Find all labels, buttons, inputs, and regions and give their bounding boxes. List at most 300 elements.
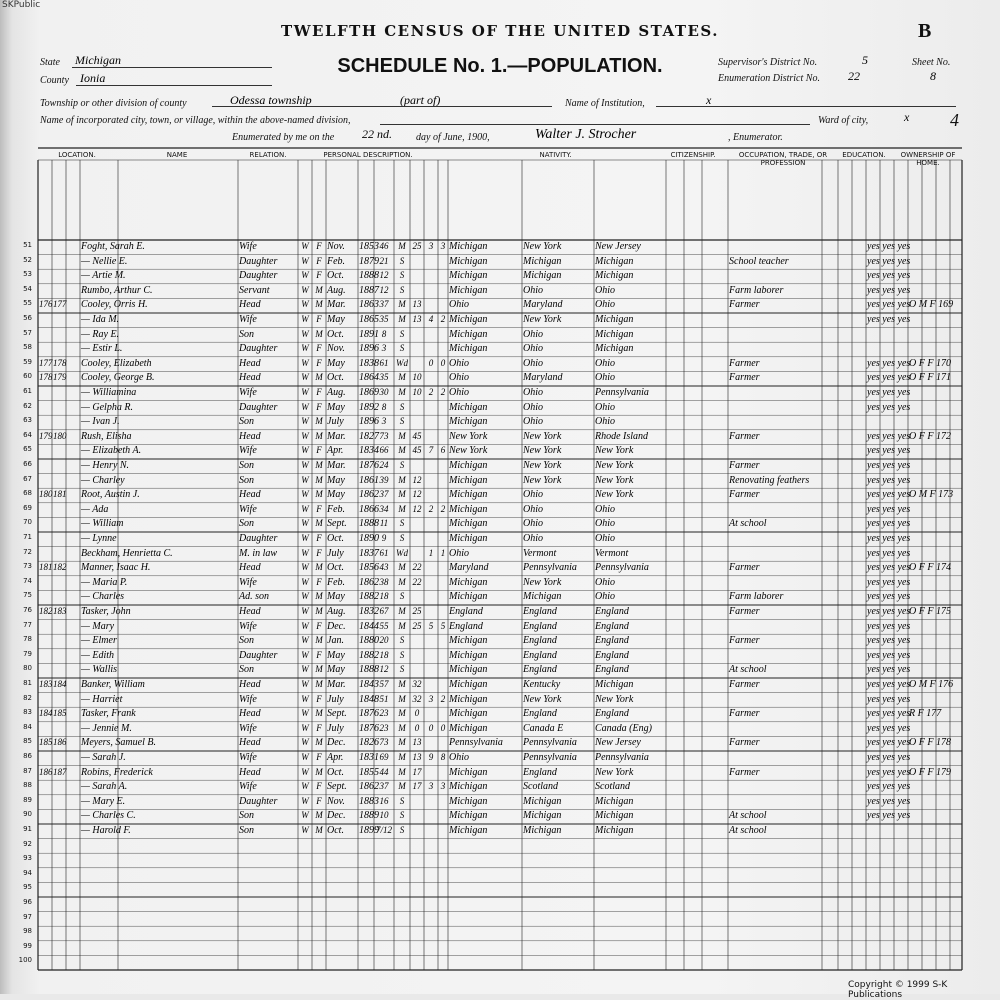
cell-age: 18 [379,649,389,660]
cell-ed: yes yes yes [867,649,911,661]
cell-ed: yes yes yes [867,737,911,749]
cell-age: 35 [379,314,389,324]
cell-mo: May [327,664,345,676]
cell-occ: Farmer [729,357,760,369]
cell-sex: M [315,474,323,485]
cell-col: W [301,649,309,660]
cell-col: W [301,635,309,646]
cell-fpob: Vermont [523,547,557,559]
cell-fpob: Ohio [523,357,543,369]
cell-pob: Michigan [449,664,488,676]
cell-mo: Nov. [327,795,345,807]
head-location: LOCATION. [58,151,96,159]
cell-fpob: Ohio [523,343,543,355]
cell-yr: 1883 [359,795,379,807]
cell-fpob: Pennsylvania [523,737,577,749]
cell-yrs: 13 [412,737,422,748]
cell-mo: Sept. [327,781,347,793]
cell-yr: 1826 [359,737,379,749]
cell-rel: Head [239,766,261,778]
cell-rel: Son [239,635,254,647]
cell-rel: Daughter [239,270,278,282]
cell-pob: Michigan [449,679,488,690]
cell-rel: Servant [239,284,270,296]
cell-age: 61 [379,547,389,558]
edge-number: 4 [950,110,959,130]
cell-fpob: Michigan [523,255,562,267]
cell-age: 73 [379,430,389,441]
cell-dw: 179 [39,430,53,441]
cell-fam: 180 [53,430,67,441]
cell-pob: Michigan [449,781,488,793]
cell-rel: M. in law [239,547,278,559]
cell-mpob: England [595,606,629,617]
cell-yr: 1848 [359,693,379,705]
cell-occ: At school [729,518,767,530]
cell-mar: S [399,635,405,646]
cell-yr: 1862 [359,489,379,501]
cell-fpob: Michigan [523,810,562,822]
cell-rel: Head [239,299,261,311]
cell-name: — Wallis [81,664,118,676]
cell-mo: July [327,693,344,705]
cell-rel: Wife [239,241,257,252]
cell-col: W [301,708,309,719]
cell-ed: yes yes yes [867,533,911,544]
row-number: 58 [23,343,32,352]
cell-occ: At school [729,825,767,836]
cell-col: W [301,387,309,397]
enumerator-name: Walter J. Strocher [535,127,637,142]
cell-rel: Son [239,810,254,822]
cell-ed: yes yes yes [867,547,911,559]
row-number: 86 [23,752,32,760]
cell-fpob: Ohio [523,503,543,515]
cell-age: 8 [381,401,387,412]
cell-pob: Pennsylvania [449,737,503,749]
cell-mo: Oct. [327,533,344,544]
cell-pob: England [449,606,483,617]
cell-yr: 1862 [359,576,379,588]
cell-rel: Daughter [239,401,278,413]
cell-mar: S [399,255,405,266]
cell-sex: F [316,576,322,587]
cell-pob: Michigan [449,576,488,588]
cell-col: W [301,752,309,762]
row-number: 60 [23,372,32,381]
enumerated-mid: day of June, 1900, [416,132,490,143]
cell-rel: Head [239,489,261,501]
cell-col: W [301,591,309,602]
cell-sex: M [315,664,323,675]
cell-pob: Ohio [449,299,469,311]
cell-mar: S [399,825,405,835]
cell-name: — Mary [81,620,115,632]
cell-ed: yes yes yes [867,357,911,369]
cell-name: — Ivan J. [81,416,120,428]
cell-rel: Son [239,825,254,836]
row-number: 93 [23,854,32,863]
cell-ed: yes yes yes [867,445,911,457]
cell-mar: M [398,387,406,397]
cell-yrs: 10 [412,372,422,383]
cell-yrs: 12 [412,503,422,514]
cell-name: — Mary E. [81,795,126,807]
row-number: 80 [23,664,32,673]
head-name: NAME [166,151,188,159]
cell-pob: Michigan [449,401,488,413]
cell-mo: May [327,474,345,486]
cell-sex: M [315,562,323,573]
row-number: 94 [23,868,32,877]
cell-ed: yes yes yes [867,664,911,676]
cell-name: — Estir L. [81,343,123,355]
cell-mpob: Ohio [595,533,615,544]
cell-mpob: Ohio [595,357,615,369]
cell-mar: M [398,474,406,485]
head-personal: PERSONAL DESCRIPTION. [323,151,413,159]
cell-pob: Michigan [449,649,488,661]
cell-mar: S [399,810,405,821]
ward-label: Ward of city, [818,115,869,126]
cell-ch: 9 [428,752,434,762]
township-part: (part of) [400,93,441,107]
cell-ed: yes yes yes [867,722,911,734]
cell-sex: F [316,693,322,704]
cell-pob: Michigan [449,343,488,355]
cell-yrs: 17 [412,766,422,777]
cell-rel: Son [239,518,254,530]
cell-mo: Oct. [327,825,344,836]
cell-age: 57 [379,679,389,689]
row-number: 87 [23,766,32,775]
cell-yrs: 0 [414,708,420,719]
cell-name: — Elizabeth A. [81,445,142,457]
cell-dw: 178 [39,372,53,383]
cell-yr: 1876 [359,722,379,734]
cell-mpob: New York [595,766,634,778]
cell-pob: Michigan [449,416,488,428]
cell-col: W [301,241,309,251]
cell-pob: Michigan [449,460,488,471]
cell-sex: F [316,503,322,514]
cell-fpob: New York [523,474,562,486]
cell-fam: 183 [53,606,67,616]
cell-ed: yes yes yes [867,489,911,501]
cell-name: — Lynne [81,533,117,544]
cell-fpob: England [523,664,557,676]
cell-col: W [301,576,309,587]
cell-yr: 1890 [359,533,379,544]
cell-ed: yes yes yes [867,606,911,617]
cell-col: W [301,299,309,310]
cell-mpob: England [595,708,629,720]
cell-yr: 1888 [359,270,379,282]
cell-ed: yes yes yes [867,241,911,252]
cell-occ: Farmer [729,766,760,778]
cell-yr: 1882 [359,591,379,603]
cell-rel: Ad. son [239,591,269,603]
cell-sex: F [316,314,322,324]
cell-yr: 1896 [359,416,379,428]
cell-sex: F [316,357,322,368]
cell-sex: F [316,387,322,397]
cell-sex: F [316,445,322,456]
cell-name: — Nellie E. [81,255,128,267]
cell-ed: yes yes yes [867,299,911,311]
cell-mpob: New York [595,445,634,457]
state-value: Michigan [75,53,121,67]
cell-sex: M [315,460,323,470]
institution-value: x [706,93,712,107]
cell-age: 18 [379,591,389,602]
cell-sex: M [315,591,323,602]
cell-rel: Son [239,328,254,340]
row-number: 54 [23,284,32,293]
cell-age: 37 [379,299,389,310]
cell-own: O M F 176 [909,679,954,690]
cell-occ: Farm laborer [729,591,784,603]
cell-mpob: Pennsylvania [595,387,649,398]
row-number: 52 [23,255,32,264]
row-number: 95 [23,883,32,892]
cell-occ: Farmer [729,562,760,574]
cell-name: Cooley, George B. [81,372,155,384]
cell-occ: Renovating feathers [729,474,810,486]
cell-age: 30 [379,387,389,397]
cell-fpob: Pennsylvania [523,562,577,574]
cell-name: Robins, Frederick [81,766,153,778]
cell-name: Tasker, Frank [81,708,136,720]
head-education: EDUCATION. [842,151,886,159]
cell-col: W [301,343,309,354]
cell-liv: 6 [440,445,446,456]
cell-mpob: New York [595,693,634,705]
cell-yr: 1856 [359,562,379,574]
cell-age: 24 [379,460,389,470]
cell-yr: 1866 [359,503,379,515]
cell-mar: M [398,241,406,251]
cell-sex: M [315,416,323,427]
cell-ed: yes yes yes [867,314,911,325]
cell-pob: Michigan [449,518,488,530]
cell-mo: Dec. [327,737,346,749]
cell-liv: 0 [440,357,446,368]
cell-mpob: New York [595,489,634,501]
cell-rel: Son [239,416,254,428]
cell-mo: May [327,649,345,661]
cell-mar: Wd [396,357,408,368]
cell-age: 21 [379,255,389,266]
cell-mpob: Ohio [595,518,615,530]
head-ownership: OWNERSHIP OF HOME. [900,151,956,167]
cell-mpob: Rhode Island [595,430,649,442]
cell-name: — Charley [81,474,125,486]
cell-col: W [301,547,309,558]
cell-yr: 1888 [359,664,379,676]
cell-sex: M [315,825,323,835]
sheet-no-value: 8 [930,69,936,83]
cell-mpob: Michigan [595,825,634,836]
cell-pob: England [449,620,483,632]
cell-rel: Head [239,372,261,384]
cell-age: 20 [379,635,389,646]
cell-name: — Ida M. [81,314,120,325]
cell-pob: Michigan [449,270,488,282]
cell-name: — Sarah J. [81,752,126,763]
cell-mo: Oct. [327,270,344,282]
cell-ed: yes yes yes [867,781,911,793]
cell-mpob: Ohio [595,591,615,603]
cell-yr: 1879 [359,255,379,267]
cell-col: W [301,518,309,529]
cell-mar: M [398,489,406,500]
cell-fpob: Maryland [523,299,563,311]
cell-fpob: Ohio [523,489,543,501]
cell-mo: Feb. [327,255,346,267]
cell-dw: 180 [39,489,53,500]
institution-label: Name of Institution, [565,98,645,109]
cell-liv: 2 [440,503,446,514]
cell-age: 10 [379,810,389,821]
county-label: County [40,75,69,86]
cell-rel: Head [239,430,261,442]
cell-age: 23 [379,708,389,719]
cell-yr: 1832 [359,606,379,617]
cell-rel: Wife [239,387,257,398]
row-number: 73 [23,562,32,571]
cell-fpob: England [523,708,557,720]
cell-mar: M [398,722,406,733]
cell-sex: F [316,752,322,762]
cell-occ: Farmer [729,489,760,501]
cell-mar: M [398,620,406,631]
state-label: State [40,57,60,68]
census-title: TWELFTH CENSUS OF THE UNITED STATES. [281,22,719,40]
cell-name: Foght, Sarah E. [81,241,145,252]
cell-yrs: 13 [412,314,422,324]
cell-own: O F F 175 [909,606,951,617]
cell-rel: Daughter [239,649,278,661]
cell-col: W [301,314,309,324]
cell-mo: Dec. [327,810,346,822]
cell-mar: M [398,576,406,587]
cell-occ: Farmer [729,737,760,749]
cell-sex: F [316,533,322,543]
cell-yrs: 25 [412,606,422,616]
incorporated-label: Name of incorporated city, town, or village, within the above-named division, [40,115,351,126]
cell-fam: 185 [53,708,67,719]
row-number: 66 [23,460,32,468]
cell-mpob: Ohio [595,416,615,428]
cell-mo: May [327,314,345,325]
row-number: 79 [23,649,32,658]
copyright: Copyright © 1999 S-K Publications [848,980,948,1000]
cell-mo: Aug. [327,606,346,617]
cell-col: W [301,693,309,704]
cell-name: Meyers, Samuel B. [81,737,156,749]
cell-yr: 1880 [359,635,379,647]
cell-ed: yes yes yes [867,387,911,398]
cell-mo: Mar. [327,299,346,311]
cell-mar: M [398,562,406,573]
cell-name: — Artie M. [81,270,126,282]
cell-age: 35 [379,372,389,383]
cell-sex: F [316,722,322,733]
cell-yrs: 12 [412,489,422,500]
cell-yr: 1827 [359,430,379,442]
cell-liv: 5 [440,620,446,631]
cell-mo: Apr. [327,445,344,457]
cell-fpob: England [523,766,557,778]
cell-fpob: Ohio [523,401,543,413]
cell-yr: 1861 [359,474,379,486]
cell-mo: Sept. [327,708,347,720]
cell-name: — Harriet [81,693,123,705]
cell-ed: yes yes yes [867,591,911,603]
cell-sex: M [315,737,323,748]
row-number: 67 [23,474,32,483]
cell-name: Rumbo, Arthur C. [81,284,153,296]
cell-ed: yes yes yes [867,255,911,267]
cell-yr: 1864 [359,372,379,384]
row-number: 83 [23,708,32,717]
cell-yr: 1887 [359,284,379,296]
cell-pob: Ohio [449,547,469,559]
cell-name: Manner, Isaac H. [81,562,151,574]
cell-yr: 1865 [359,314,379,325]
row-number: 69 [23,503,32,512]
row-number: 98 [23,927,32,936]
cell-col: W [301,606,309,616]
cell-age: 51 [379,693,389,704]
cell-age: 67 [379,606,389,616]
row-number: 77 [23,620,32,629]
cell-ed: yes yes yes [867,708,911,720]
cell-fpob: Pennsylvania [523,752,577,763]
row-number: 92 [23,839,32,848]
row-number: 57 [23,328,32,337]
row-number: 96 [23,898,32,906]
cell-yr: 1853 [359,241,379,252]
cell-fam: 184 [53,679,67,689]
cell-yrs: 22 [412,562,422,573]
cell-fam: 178 [53,357,67,368]
cell-name: Cooley, Elizabeth [81,357,152,369]
cell-ch: 7 [428,445,434,456]
cell-mpob: England [595,664,629,676]
cell-fpob: Ohio [523,328,543,340]
cell-pob: Michigan [449,503,488,515]
cell-name: — Henry N. [81,460,130,471]
cell-mar: S [399,664,405,675]
cell-fam: 182 [53,562,67,573]
cell-age: 55 [379,620,389,631]
cell-yr: 1888 [359,518,379,530]
cell-mar: S [399,343,405,354]
township-value: Odessa township [230,93,312,107]
enumeration-value: 22 [848,69,860,83]
cell-yrs: 32 [412,679,422,689]
cell-ed: yes yes yes [867,679,911,690]
cell-mar: S [399,270,405,281]
sheet-no-label: Sheet No. [912,57,951,68]
cell-liv: 2 [440,693,446,704]
cell-dw: 182 [39,606,53,616]
cell-yr: 1891 [359,328,379,340]
cell-fam: 187 [53,766,67,777]
cell-yrs: 45 [412,445,422,456]
